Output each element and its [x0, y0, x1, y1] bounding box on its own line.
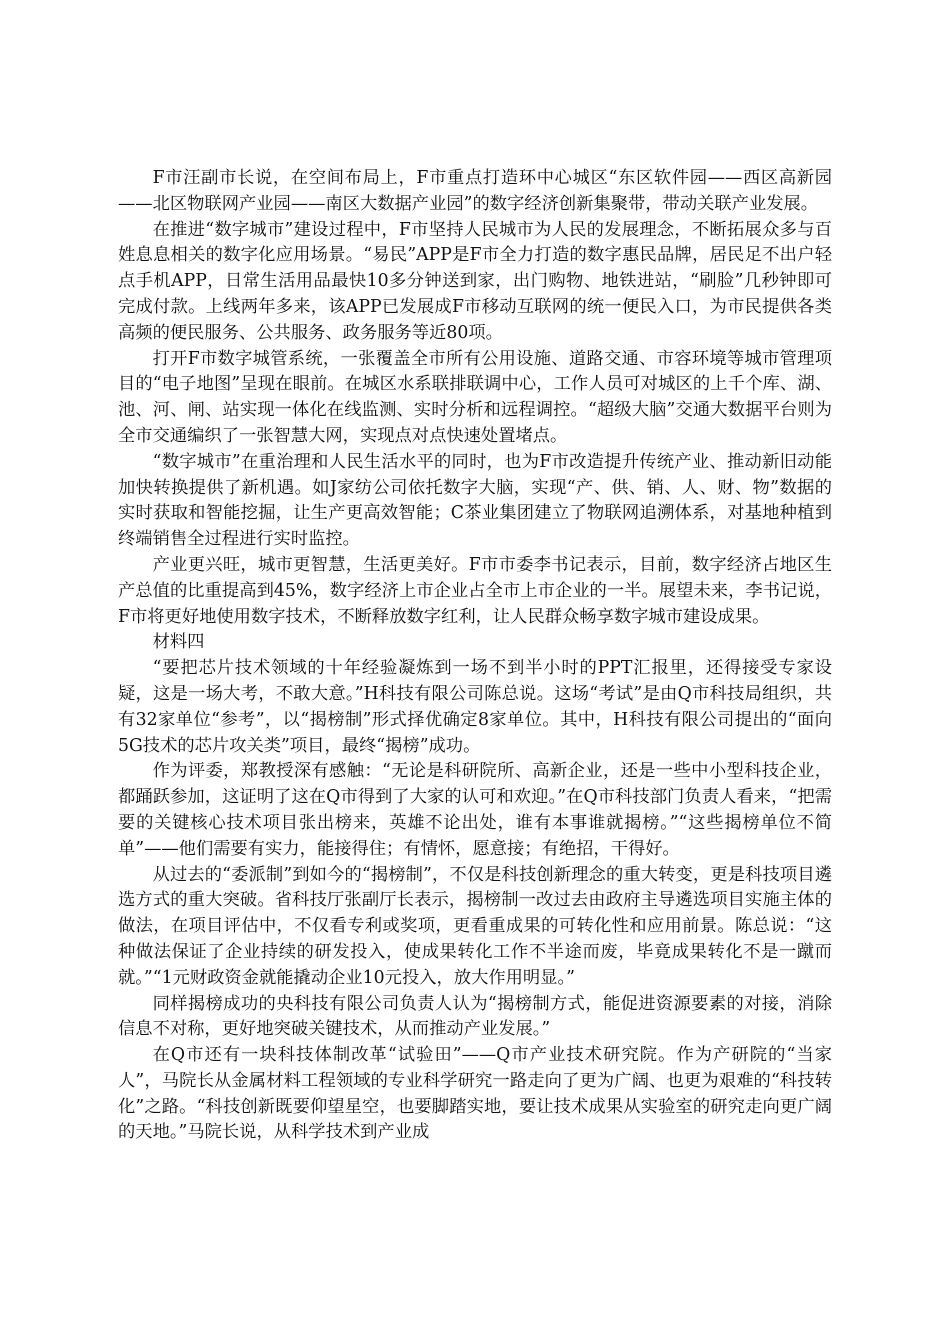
paragraph: “要把芯片技术领域的十年经验凝炼到一场不到半小时的PPT汇报里，还得接受专家设疑，这是一场大考，不敢大意。”H科技有限公司陈总说。这场“考试”是由Q市科技局组织，共有32家单位“参考”，以“揭榜制”形式择优确定8家单位。其中，H科技有限公司提出的“面向5G技术的芯片攻关类”项目，最终“揭榜”成功。: [118, 658, 832, 756]
paragraph: “数字城市”在重治理和人民生活水平的同时，也为F市改造提升传统产业、推动新旧动能加快转换提供了新机遇。如J家纺公司依托数字大脑，实现“产、供、销、人、财、物”数据的实时获取和智能挖掘，让生产更高效智能；C茶业集团建立了物联网追溯体系，对基地种植到终端销售全过程进行实时监控。: [118, 451, 832, 550]
paragraph: 从过去的“委派制”到如今的“揭榜制”，不仅是科技创新理念的重大转变，更是科技项目遴选方式的重大突破。省科技厅张副厅长表示，揭榜制一改过去由政府主导遴选项目实施主体的做法，在项目评估中，不仅看专利或奖项，更看重成果的可转化性和应用前景。陈总说：“这种做法保证了企业持续的研发投入，使成果转化工作不半途而废，毕竟成果转化不是一蹴而就。”“1元财政资金就能撬动企业10元投入，放大作用明显。”: [118, 864, 832, 988]
paragraph: 同样揭榜成功的央科技有限公司负责人认为“揭榜制方式，能促进资源要素的对接，消除信息不对称，更好地突破关键技术，从而推动产业发展。”: [118, 993, 832, 1040]
paragraph: 在Q市还有一块科技体制改革“试验田”——Q市产业技术研究院。作为产研院的“当家人”，马院长从金属材料工程领域的专业科学研究一路走向了更为广阔、也更为艰难的“科技转化”之路。“科技创新既要仰望星空，也要脚踏实地，要让技术成果从实验室的研究走向更广阔的天地。”马院长说，从科学技术到产业成: [118, 1045, 832, 1143]
paragraph: F市汪副市长说，在空间布局上，F市重点打造环中心城区“东区软件园——西区高新园——北区物联网产业园——南区大数据产业园”的数字经济创新集聚带，带动关联产业发展。: [118, 168, 832, 214]
paragraph: 打开F市数字城管系统，一张覆盖全市所有公用设施、道路交通、市容环境等城市管理项目的“电子地图”呈现在眼前。在城区水系联排联调中心，工作人员可对城区的上千个库、湖、池、河、闸、站实现一体化在线监测、实时分析和远程调控。“超级大脑”交通大数据平台则为全市交通编织了一张智慧大网，实现点对点快速处置堵点。: [118, 348, 832, 446]
paragraph: 作为评委，郑教授深有感触：“无论是科研院所、高新企业，还是一些中小型科技企业，都踊跃参加，这证明了这在Q市得到了大家的认可和欢迎。”在Q市科技部门负责人看来，“把需要的关键核心技术项目张出榜来，英雄不论出处，谁有本事谁就揭榜。”“这些揭榜单位不简单”——他们需要有实力，能接得住；有情怀，愿意接；有绝招，干得好。: [118, 761, 832, 859]
paragraph: 产业更兴旺，城市更智慧，生活更美好。F市市委李书记表示，目前，数字经济占地区生产总值的比重提高到45%，数字经济上市企业占全市上市企业的一半。展望未来，李书记说，F市将更好地使用数字技术，不断释放数字红利，让人民群众畅享数字城市建设成果。: [118, 554, 832, 627]
section-heading: 材料四: [152, 632, 205, 653]
paragraph: 在推进“数字城市”建设过程中，F市坚持人民城市为人民的发展理念，不断拓展众多与百姓息息相关的数字化应用场景。“易民”APP是F市全力打造的数字惠民品牌，居民足不出户轻点手机APP，日常生活用品最快10多分钟送到家，出门购物、地铁进站，“刷脸”几秒钟即可完成付款。上线两年多来，该APP已发展成F市移动互联网的统一便民入口，为市民提供各类高频的便民服务、公共服务、政务服务等近80项。: [118, 219, 832, 343]
document-page: [118, 166, 832, 1146]
